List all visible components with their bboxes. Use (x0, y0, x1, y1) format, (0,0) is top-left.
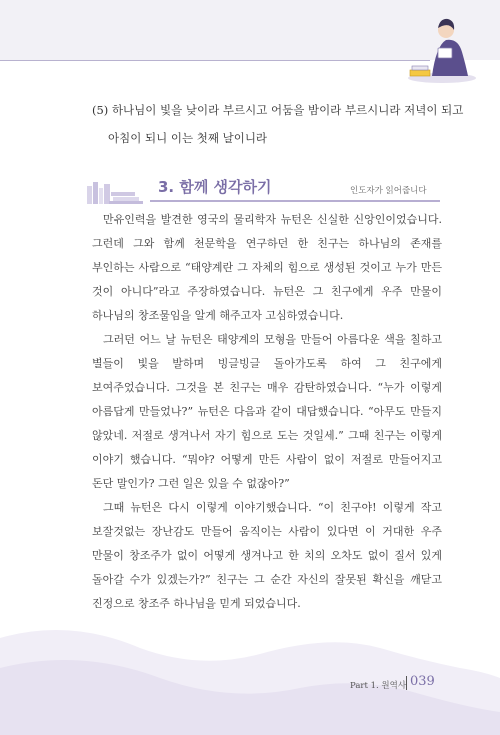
story-body (92, 208, 442, 616)
reading-person-illustration (402, 6, 480, 84)
header-rule (0, 60, 430, 61)
verse-line-2: 아침이 되니 이는 첫째 날이니라 (108, 131, 268, 145)
section-title: 3. 함께 생각하기 (158, 178, 272, 196)
footer-separator (406, 676, 407, 690)
books-icon (85, 178, 147, 204)
page-number: 039 (410, 674, 435, 689)
story-paragraph-1: 만유인력을 발견한 영국의 물리학자 뉴턴은 신실한 신앙인이었습니다. 그런데 그와 함께 천문학을 연구하던 한 친구는 하나님의 존재를 부인하는 사람으로 “태양계란 그 자체의 힘으로 생성된 것이고 누가 만든 것이 아니다”라고 주장하였습니다. 뉴턴은 그 친구에게 우주 만물이 하나님의 창조물임을 알게 해주고자 고심하였습니다. (92, 213, 442, 322)
scripture-verse (92, 96, 472, 152)
footer-part-label: Part 1. 원역사 (350, 681, 407, 691)
section-underline (150, 200, 440, 202)
story-paragraph-2: 그러던 어느 날 뉴턴은 태양계의 모형을 만들어 아름다운 색을 칠하고 별들이 빛을 발하며 빙글빙글 돌아가도록 하여 그 친구에게 보여주었습니다. 그것을 본 친구는 매우 감탄하였습니다. “누가 이렇게 아름답게 만들었나?” 뉴턴은 다음과 같이 대답했습니다. “아무도 만들지 않았네. 저절로 생겨나서 자기 힘으로 도는 것일세.” 그때 친구는 이렇게 이야기 했습니다. “뭐야? 어떻게 만든 사람이 없이 저절로 만들어지고 돈단 말인가? 그런 일은 있을 수 없잖아?” (92, 333, 442, 490)
section-subtitle: 인도자가 읽어줍니다 (350, 186, 427, 196)
bottom-wave-decoration (0, 608, 500, 735)
verse-line-1: (5) 하나님이 빛을 낮이라 부르시고 어둠을 밤이라 부르시니라 저녁이 되고 (92, 103, 464, 117)
story-paragraph-3: 그때 뉴턴은 다시 이렇게 이야기했습니다. “이 친구야! 이렇게 작고 보잘것없는 장난감도 만들어 움직이는 사람이 있다면 이 거대한 우주 만물이 창조주가 없이 어떻게 생겨나고 한 치의 오차도 없이 질서 있게 돌아갈 수가 있겠는가?” 친구는 그 순간 자신의 잘못된 확신을 깨닫고 진정으로 창조주 하나님을 믿게 되었습니다. (92, 501, 442, 610)
